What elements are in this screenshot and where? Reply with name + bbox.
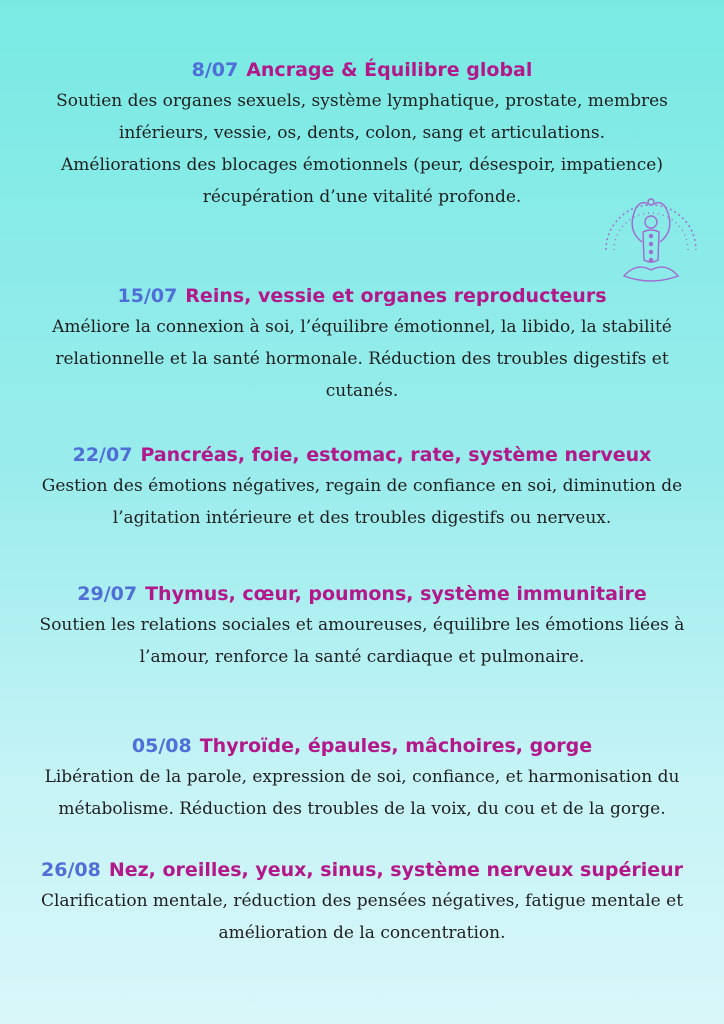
session-date: 22/07 [72,444,133,466]
session-title: Thyroïde, épaules, mâchoires, gorge [199,735,593,757]
meditating-figure-icon [596,190,706,290]
session-title: Nez, oreilles, yeux, sinus, système nerveux supérieur [108,859,683,881]
session-date: 8/07 [191,59,239,81]
session-description-line: l’amour, renforce la santé cardiaque et pulmonaire. [139,647,585,667]
session-block [18,857,706,949]
session-block [18,283,706,407]
session-description-line: Améliorations des blocages émotionnels (peur, désespoir, impatience) [61,155,663,175]
session-description-line: relationnelle et la santé hormonale. Réduction des troubles digestifs et [55,349,669,369]
session-description-line: Clarification mentale, réduction des pensées négatives, fatigue mentale et [40,891,684,911]
session-heading [18,857,706,883]
session-heading [18,283,706,309]
session-title: Pancréas, foie, estomac, rate, système nerveux [140,444,652,466]
session-description-line: métabolisme. Réduction des troubles de la voix, du cou et de la gorge. [58,799,666,819]
session-date: 26/08 [41,859,101,881]
session-block [18,581,706,673]
session-description-line: Libération de la parole, expression de soi, confiance, et harmonisation du [44,767,680,787]
session-heading [18,581,706,607]
session-description-line: Améliore la connexion à soi, l’équilibre émotionnel, la libido, la stabilité [52,317,672,337]
session-title: Ancrage & Équilibre global [246,59,533,81]
session-date: 29/07 [77,583,138,605]
session-description-line: l’agitation intérieure et des troubles digestifs ou nerveux. [112,508,612,528]
session-heading [18,733,706,759]
session-description-line: récupération d’une vitalité profonde. [202,187,522,207]
session-block [18,733,706,825]
session-description-line: amélioration de la concentration. [218,923,506,943]
session-description-line: Gestion des émotions négatives, regain de confiance en soi, diminution de [41,476,683,496]
session-date: 05/08 [131,735,192,757]
session-title: Thymus, cœur, poumons, système immunitaire [145,583,647,605]
session-date: 15/07 [117,285,178,307]
session-heading [18,57,706,83]
session-heading [18,442,706,468]
session-title: Reins, vessie et organes reproducteurs [185,285,607,307]
session-description-line: Soutien des organes sexuels, système lymphatique, prostate, membres [56,91,668,111]
session-description-line: inférieurs, vessie, os, dents, colon, sang et articulations. [118,123,606,143]
session-description-line: cutanés. [325,381,399,401]
session-block [18,442,706,534]
session-description-line: Soutien les relations sociales et amoureuses, équilibre les émotions liées à [39,615,685,635]
